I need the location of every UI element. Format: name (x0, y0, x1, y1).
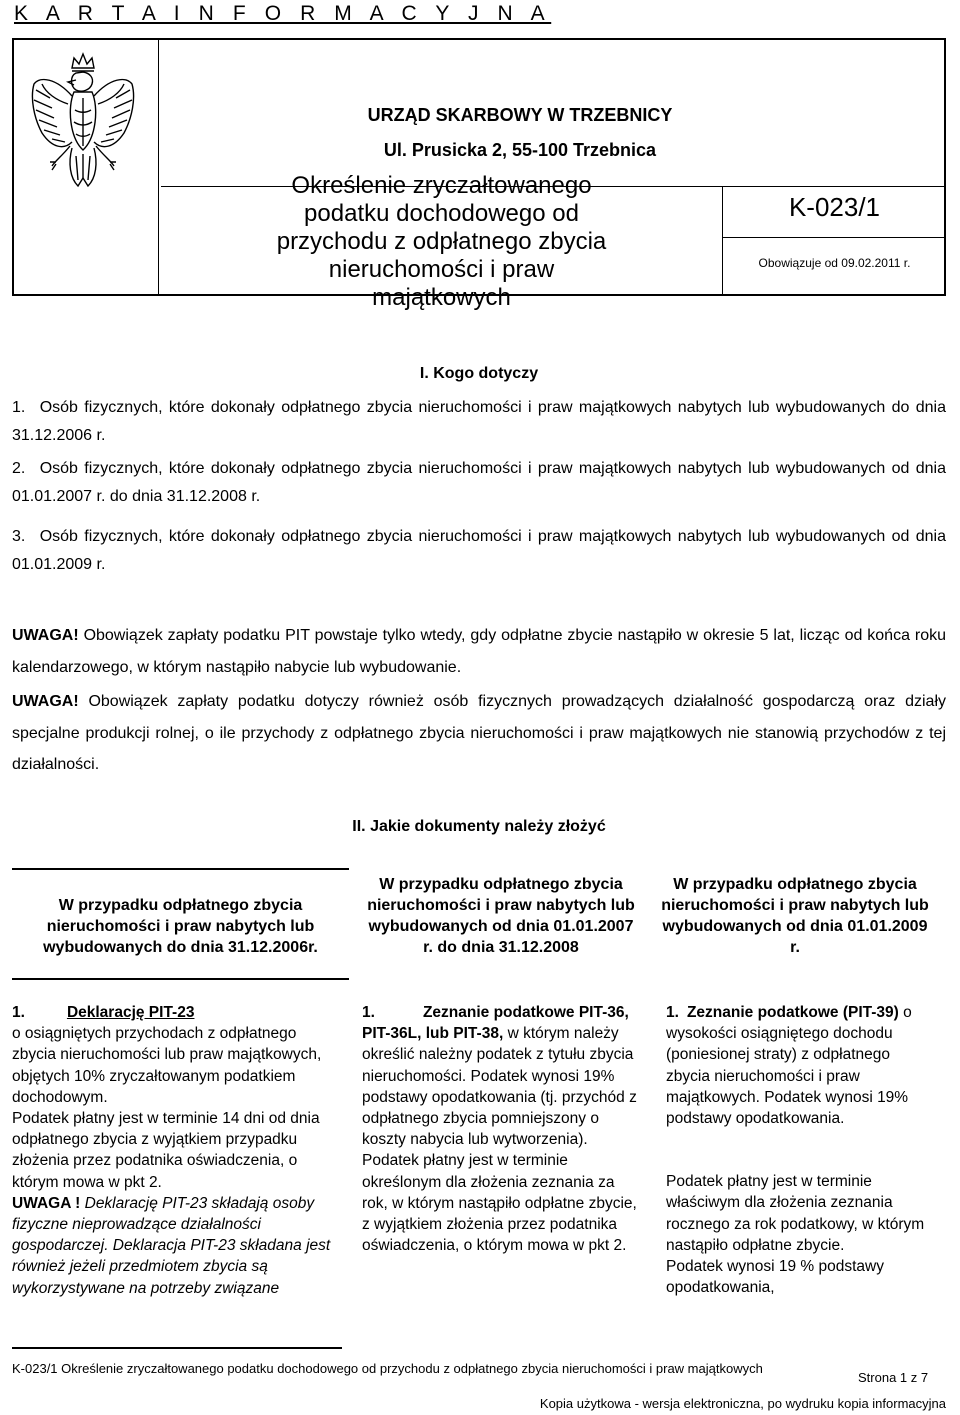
note-text: Obowiązek zapłaty podatku PIT powstaje tylko wtedy, gdy odpłatne zbycie nastąpiło w okresie 5 lat, licząc od końca roku kalendarzowego, w którym nastąpiło nabycie lub wybudowanie. (12, 627, 946, 676)
office-address: Ul. Prusicka 2, 55-100 Trzebnica (383, 140, 657, 160)
valid-from-date: Obowiązuje od 09.02.2011 r. (758, 256, 911, 270)
item-number: 1. (666, 1004, 679, 1021)
column-text-3: Podatek wynosi 19 % podstawy opodatkowania, (666, 1258, 884, 1297)
form-code: K-023/1 (788, 192, 881, 222)
column-heading-3: W przypadku odpłatnego zbycia nieruchomości i praw nabytych lub wybudowanych od dnia 01.01.2009 r. (661, 876, 929, 956)
column-text-2: Podatek płatny jest w terminie określonym dla złożenia zeznania za rok, w którym nastąpiło odpłatne zbycie, z wyjątkiem złożenia przez podatnika oświadczenia, o którym mowa w pkt 2. (362, 1152, 637, 1255)
list-item-text: Osób fizycznych, które dokonały odpłatnego zbycia nieruchomości i praw majątkowych nabytych lub wybudowanych do dnia 31.12.2006 r. (12, 399, 946, 444)
list-item-number: 3. (12, 528, 26, 545)
section-heading-who: I. Kogo dotyczy (419, 365, 539, 382)
emblem-cell (12, 38, 159, 296)
column-text-2: Podatek płatny jest w terminie 14 dni od dnia odpłatnego zbycia z wyjątkiem przypadku złożenia przez podatnika oświadczenia, o którym mowa w pkt 2. (12, 1110, 320, 1191)
list-item-number: 1. (12, 399, 26, 416)
column-body-3 (666, 1002, 936, 1298)
column-note (12, 1193, 342, 1299)
note-text: Deklarację PIT-23 składają osoby fizyczne nieprowadzące działalności gospodarczej. Deklaracja PIT-23 składana jest również jeżeli przedmiotem zbycia są wykorzystywane na potrzeby związane (12, 1194, 331, 1297)
list-item-1 (12, 394, 946, 450)
card-title-cell (161, 171, 723, 311)
item-number: 1. (12, 1004, 25, 1021)
item-lead: Zeznanie podatkowe (PIT-39) (686, 1004, 899, 1021)
item-lead: Zeznanie podatkowe PIT-36, PIT-36L, lub PIT-38, (362, 1004, 629, 1043)
footer-form-title: K-023/1 Określenie zryczałtowanego podatku dochodowego od przychodu z odpłatnego zbycia nieruchomości i praw majątkowych (12, 1361, 763, 1376)
note-paragraph-1 (12, 620, 946, 684)
code-divider (723, 237, 946, 238)
document-title: K A R T A I N F O R M A C Y J N A (14, 2, 552, 25)
column-text: o osiągniętych przychodach z odpłatnego zbycia nieruchomości lub praw majątkowych, objętych 10% zryczałtowanym podatkiem dochodowym. (12, 1025, 322, 1106)
item-lead: Deklarację PIT-23 (66, 1004, 195, 1021)
list-item-2 (12, 455, 946, 511)
note-text: Obowiązek zapłaty podatku dotyczy również osób fizycznych prowadzących działalność gospodarczą oraz działy specjalne produkcji rolnej, o ile przychody z odpłatnego zbycia nieruchomości i praw majątkowych nie stanowią przychodów z tej działalności. (12, 693, 946, 773)
office-name: URZĄD SKARBOWY W TRZEBNICY (367, 105, 673, 125)
column-item-1 (12, 1002, 342, 1023)
copy-note: Kopia użytkowa - wersja elektroniczna, po wydruku kopia informacyjna (539, 1396, 946, 1411)
section-heading-documents: II. Jakie dokumenty należy złożyć (352, 818, 606, 835)
note-label: UWAGA! (12, 627, 79, 644)
card-title: Określenie zryczałtowanego podatku dochodowego od przychodu z odpłatnego zbycia nieruchomości i praw majątkowych (276, 171, 607, 311)
item-number: 1. (362, 1004, 375, 1021)
list-item-text: Osób fizycznych, które dokonały odpłatnego zbycia nieruchomości i praw majątkowych nabytych lub wybudowanych od dnia 01.01.2009 r. (12, 528, 946, 573)
column-heading-rule (12, 978, 349, 980)
column-heading-2: W przypadku odpłatnego zbycia nieruchomości i praw nabytych lub wybudowanych od dnia 01.01.2007 r. do dnia 31.12.2008 (367, 876, 635, 956)
column-body-2 (362, 1002, 642, 1256)
note-label: UWAGA! (12, 693, 79, 710)
list-item-text: Osób fizycznych, które dokonały odpłatnego zbycia nieruchomości i praw majątkowych nabytych lub wybudowanych od dnia 01.01.2007 r. do dnia 31.12.2008 r. (12, 460, 946, 505)
list-item-number: 2. (12, 460, 26, 477)
note-label: UWAGA ! (12, 1194, 81, 1212)
column-heading-1: W przypadku odpłatnego zbycia nieruchomości i praw nabytych lub wybudowanych do dnia 31.12.2006r. (43, 897, 318, 956)
column-text: w którym należy określić należny podatek z tytułu zbycia nieruchomości. Podatek wynosi 19% podstawy opodatkowania (tj. przychód z odpłatnego zbycia pomniejszony o koszty nabycia lub wytworzenia). (362, 1025, 637, 1149)
column-text: o wysokości osiągniętego dochodu (poniesionej straty) z odpłatnego zbycia nieruchomości i praw majątkowych. Podatek wynosi 19% podstawy opodatkowania. (666, 1004, 912, 1128)
column-body-1 (12, 1002, 342, 1299)
column-item-1 (362, 1002, 642, 1150)
polish-eagle-emblem-icon (12, 38, 155, 292)
column-text-2: Podatek płatny jest w terminie właściwym dla złożenia zeznania rocznego za rok podatkowy, w którym nastąpiło odpłatne zbycie. (666, 1173, 925, 1254)
column-bottom-rule (12, 1347, 342, 1349)
column-item-1 (666, 1002, 936, 1129)
note-paragraph-2 (12, 686, 946, 781)
column-top-rule (12, 868, 349, 870)
list-item-3 (12, 523, 946, 579)
page-number: Strona 1 z 7 (858, 1370, 929, 1385)
